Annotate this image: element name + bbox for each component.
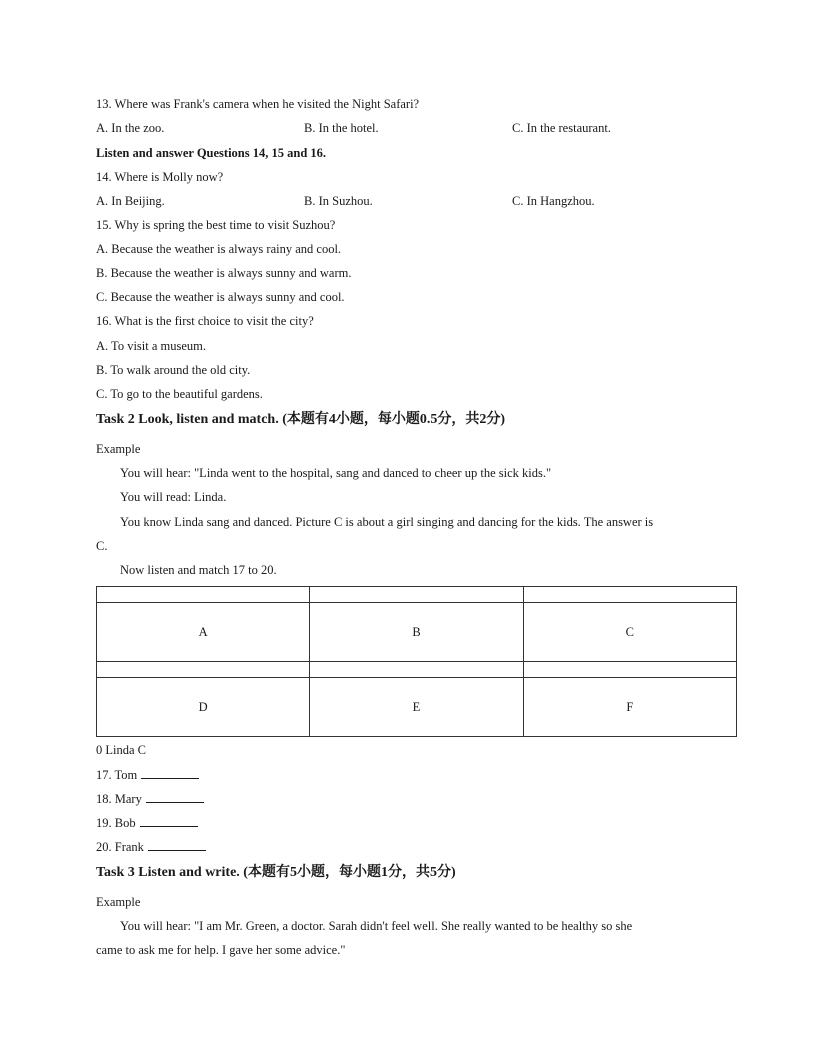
match-item-19 [96, 814, 198, 831]
picture-match-table [96, 586, 737, 737]
answer-blank[interactable] [141, 766, 199, 779]
picture-label-e: E [310, 678, 523, 737]
picture-label-d: D [97, 678, 310, 737]
task-3-title: Task 3 Listen and write. (本题有5小题，每小题1分，共5分) [96, 865, 456, 880]
answer-blank[interactable] [148, 838, 206, 851]
picture-slot-d [97, 662, 310, 678]
task-2-now: Now listen and match 17 to 20. [120, 563, 277, 577]
match-item-20 [96, 838, 206, 855]
task-3-example-label: Example [96, 895, 141, 909]
match-item-18 [96, 790, 204, 807]
match-item-label: 19. Bob [96, 816, 136, 830]
q15-option-b: B. Because the weather is always sunny and warm. [96, 266, 352, 280]
task-3-hear-cont: came to ask me for help. I gave her some advice." [96, 943, 346, 957]
q13-option-c: C. In the restaurant. [512, 121, 611, 135]
q16-option-b: B. To walk around the old city. [96, 363, 251, 377]
match-item-label: 18. Mary [96, 792, 142, 806]
q13-option-a: A. In the zoo. [96, 121, 165, 135]
task-3-hear: You will hear: "I am Mr. Green, a doctor. Sarah didn't feel well. She really wanted to be healthy so she [120, 919, 633, 933]
match-item-17 [96, 766, 199, 783]
task-2-example-label: Example [96, 442, 141, 456]
task-2-know-cont: C. [96, 539, 108, 553]
question-15: 15. Why is spring the best time to visit Suzhou? [96, 218, 336, 232]
q13-option-b: B. In the hotel. [304, 121, 379, 135]
q14-option-a: A. In Beijing. [96, 194, 165, 208]
question-14: 14. Where is Molly now? [96, 170, 224, 184]
q15-option-a: A. Because the weather is always rainy and cool. [96, 242, 342, 256]
match-item-label: 20. Frank [96, 840, 144, 854]
task-2-title: Task 2 Look, listen and match. (本题有4小题，每小题0.5分，共2分) [96, 412, 506, 427]
picture-slot-b [310, 587, 523, 603]
picture-label-f: F [523, 678, 736, 737]
q15-option-c: C. Because the weather is always sunny and cool. [96, 290, 345, 304]
picture-slot-f [523, 662, 736, 678]
q14-option-b: B. In Suzhou. [304, 194, 373, 208]
question-13: 13. Where was Frank's camera when he visited the Night Safari? [96, 97, 420, 111]
answer-blank[interactable] [146, 790, 204, 803]
picture-label-c: C [523, 603, 736, 662]
picture-label-a: A [97, 603, 310, 662]
picture-slot-a [97, 587, 310, 603]
question-16: 16. What is the first choice to visit the city? [96, 314, 314, 328]
task-2-read: You will read: Linda. [120, 490, 227, 504]
q14-option-c: C. In Hangzhou. [512, 194, 595, 208]
example-answer: 0 Linda C [96, 743, 146, 757]
task-2-hear: You will hear: "Linda went to the hospital, sang and danced to cheer up the sick kids." [120, 466, 552, 480]
q16-option-a: A. To visit a museum. [96, 339, 207, 353]
picture-slot-e [310, 662, 523, 678]
match-item-label: 17. Tom [96, 768, 138, 782]
picture-label-b: B [310, 603, 523, 662]
picture-slot-c [523, 587, 736, 603]
q16-option-c: C. To go to the beautiful gardens. [96, 387, 263, 401]
task-2-know: You know Linda sang and danced. Picture C is about a girl singing and dancing for the kids. The answer is [120, 515, 654, 529]
section-heading-14-16: Listen and answer Questions 14, 15 and 16. [96, 146, 327, 160]
answer-blank[interactable] [140, 814, 198, 827]
